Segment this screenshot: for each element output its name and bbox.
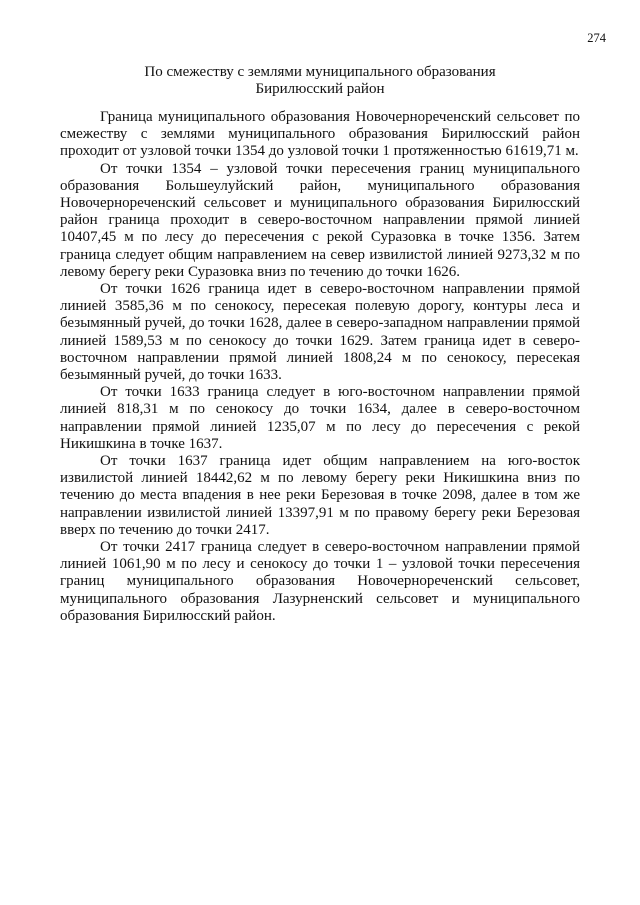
paragraph-1: Граница муниципального образования Новочернореченский сельсовет по смежеству с землями муниципального образования Бирилюсский район проходит от узловой точки 1354 до узловой точки 1 протяженностью 61619,71 м. [60, 109, 580, 160]
paragraph-4: От точки 1633 граница следует в юго-восточном направлении прямой линией 818,31 м по сенокосу до точки 1634, далее в северо-восточном направлении прямой линией 1235,07 м по лесу до пересечения с рекой Никишкина в точке 1637. [60, 384, 580, 452]
heading-line-1: По смежеству с землями муниципального образования [144, 64, 496, 80]
paragraph-5: От точки 1637 граница идет общим направлением на юго-восток извилистой линией 18442,62 м по левому берегу реки Никишкина вниз по течению до места впадения в нее реки Березовая в точке 2098, далее в том же направлении извилистой линией 13397,91 м по правому берегу реки Березовая вверх по течению до точки 2417. [60, 453, 580, 538]
paragraph-2: От точки 1354 – узловой точки пересечения границ муниципального образования Большеулуйский район, муниципального образования Новочернореченский сельсовет и муниципального образования Бирилюсский район граница проходит в северо-восточном направлении прямой линией 10407,45 м по лесу до пересечения с рекой Суразовка в точке 1356. Затем граница следует общим направлением на север извилистой линией 9273,32 м по левому берегу реки Суразовка вниз по течению до точки 1626. [60, 160, 580, 280]
paragraph-3: От точки 1626 граница идет в северо-восточном направлении прямой линией 3585,36 м по сенокосу, пересекая полевую дорогу, контуры леса и безымянный ручей, до точки 1628, далее в северо-западном направлении прямой линией 1589,53 м по сенокосу до точки 1629. Затем граница идет в северо-восточном направлении прямой линией 1808,24 м по сенокосу, пересекая безымянный ручей, до точки 1633. [60, 281, 580, 384]
page-number: 274 [587, 31, 606, 45]
paragraph-6: От точки 2417 граница следует в северо-восточном направлении прямой линией 1061,90 м по лесу и сенокосу до точки 1 – узловой точки пересечения границ муниципального образования Новочернореченский сельсовет, муниципального образования Лазурненский сельсовет и муниципального образования Бирилюсский район. [60, 539, 580, 624]
section-heading [60, 64, 580, 98]
body-text [60, 109, 580, 625]
heading-line-2: Бирилюсский район [255, 81, 385, 97]
